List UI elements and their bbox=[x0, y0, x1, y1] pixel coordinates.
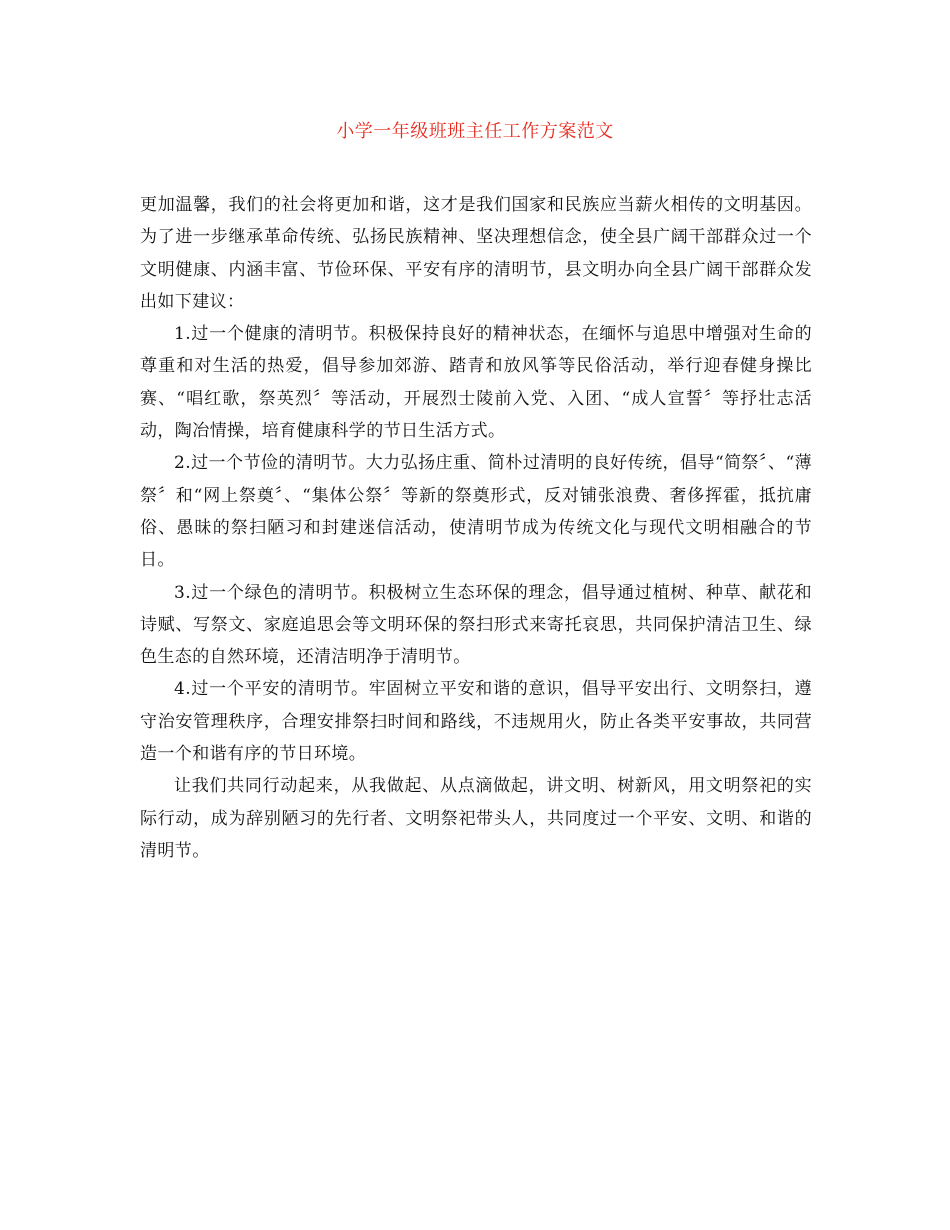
paragraph-item-3: 3.过一个绿色的清明节。积极树立生态环保的理念，倡导通过植树、种草、献花和诗赋、写祭文、家庭追思会等文明环保的祭扫形式来寄托哀思，共同保护清洁卫生、绿色生态的自然环境，还清洁明净于清明节。 bbox=[140, 582, 812, 668]
paragraph-item-1: 1.过一个健康的清明节。积极保持良好的精神状态，在缅怀与追思中增强对生命的尊重和对生活的热爱，倡导参加郊游、踏青和放风筝等民俗活动，举行迎春健身操比赛、“唱红歌，祭英烈〞等活动，开展烈士陵前入党、入团、“成人宣誓〞等抒壮志活动，陶冶情操，培育健康科学的节日生活方式。 bbox=[140, 324, 812, 442]
paragraph-closing: 让我们共同行动起来，从我做起、从点滴做起，讲文明、树新风，用文明祭祀的实际行动，成为辞别陋习的先行者、文明祭祀带头人，共同度过一个平安、文明、和谐的清明节。 bbox=[140, 776, 812, 861]
paragraph-item-2: 2.过一个节俭的清明节。大力弘扬庄重、简朴过清明的良好传统，倡导“简祭〞、“薄祭〞和“网上祭奠〞、“集体公祭〞等新的祭奠形式，反对铺张浪费、奢侈挥霍，抵抗庸俗、愚昧的祭扫陋习和封建迷信活动，使清明节成为传统文化与现代文明相融合的节日。 bbox=[140, 453, 812, 571]
document-body bbox=[140, 189, 812, 867]
paragraph-intro: 更加温馨，我们的社会将更加和谐，这才是我们国家和民族应当薪火相传的文明基因。为了进一步继承革命传统、弘扬民族精神、坚决理想信念，使全县广阔干部群众过一个文明健康、内涵丰富、节俭环保、平安有序的清明节，县文明办向全县广阔干部群众发出如下建议： bbox=[140, 195, 812, 312]
paragraph-item-4: 4.过一个平安的清明节。牢固树立平安和谐的意识，倡导平安出行、文明祭扫，遵守治安管理秩序，合理安排祭扫时间和路线，不违规用火，防止各类平安事故，共同营造一个和谐有序的节日环境。 bbox=[140, 679, 812, 765]
document-title: 小学一年级班班主任工作方案范文 bbox=[336, 121, 614, 142]
